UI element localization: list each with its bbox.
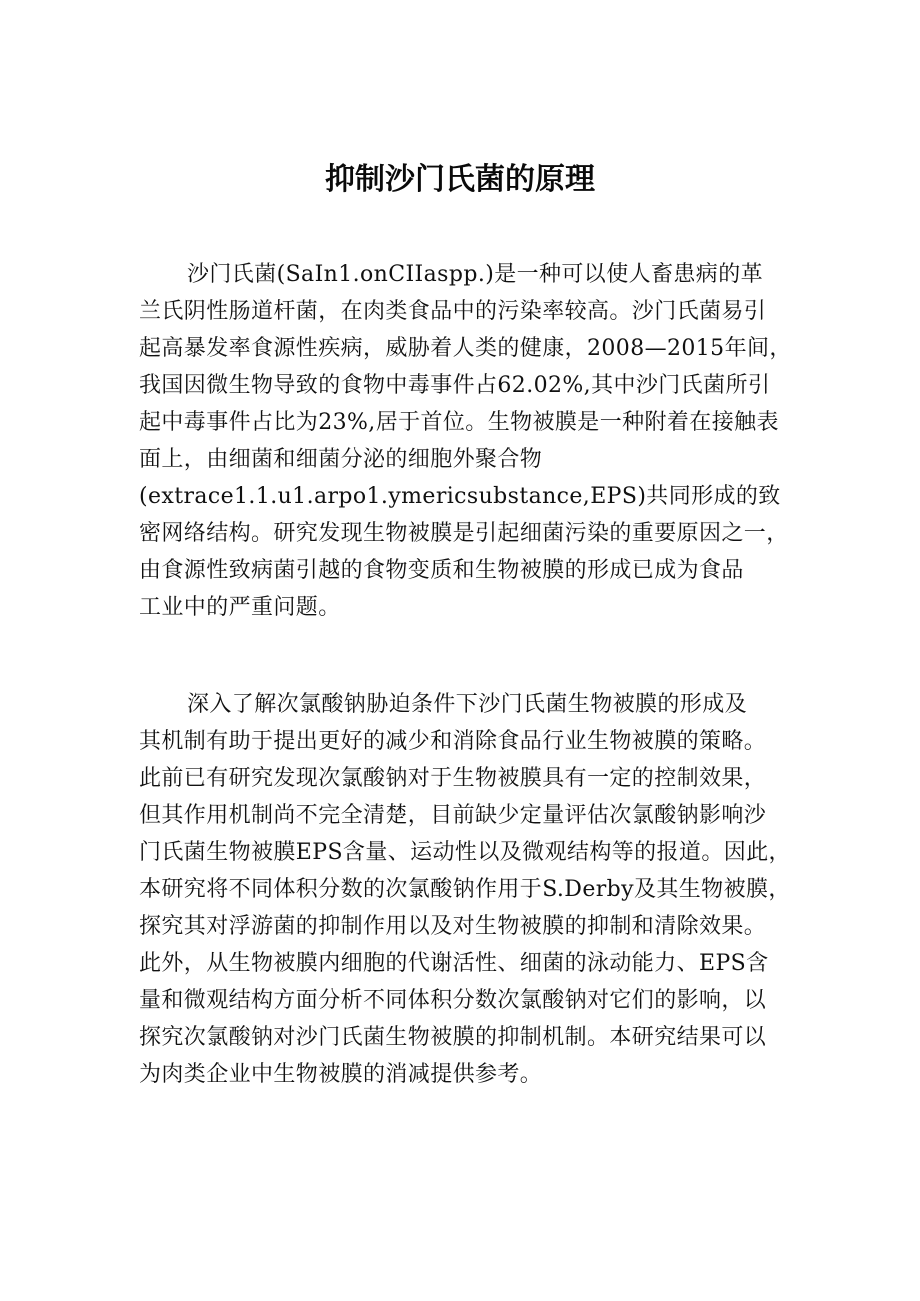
paragraph-line: 此外，从生物被膜内细胞的代谢活性、细菌的泳动能力、EPS含 [139, 951, 769, 976]
paragraph-line: 量和微观结构方面分析不同体积分数次氯酸钠对它们的影响，以 [139, 988, 767, 1013]
paragraph-line: 探究其对浮游菌的抑制作用以及对生物被膜的抑制和清除效果。 [139, 914, 767, 939]
paragraph-line: 起高暴发率食源性疾病，威胁着人类的健康，2008—2015年间， [139, 336, 792, 361]
paragraph-1 [139, 256, 799, 626]
paragraph-line: 深入了解次氯酸钠胁迫条件下沙门氏菌生物被膜的形成及 [187, 692, 748, 717]
paragraph-2 [139, 686, 799, 1093]
document-title: 抑制沙门氏菌的原理 [325, 162, 595, 197]
paragraph-line: 沙门氏菌(SaIn1.onCIIaspp.)是一种可以使人畜患病的革 [187, 262, 763, 287]
paragraph-line: 我国因微生物导致的食物中毒事件占62.02%,其中沙门氏菌所引 [139, 373, 771, 398]
paragraph-line: 门氏菌生物被膜EPS含量、运动性以及微观结构等的报道。因此， [139, 840, 791, 865]
paragraph-line: 起中毒事件占比为23%,居于首位。生物被膜是一种附着在接触表 [139, 410, 779, 435]
paragraph-line: 密网络结构。研究发现生物被膜是引起细菌污染的重要原因之一， [139, 521, 789, 546]
paragraph-line: 工业中的严重问题。 [139, 595, 341, 620]
paragraph-line: 但其作用机制尚不完全清楚，目前缺少定量评估次氯酸钠影响沙 [139, 803, 767, 828]
paragraph-line: 兰氏阴性肠道杆菌，在肉类食品中的污染率较高。沙门氏菌易引 [139, 299, 767, 324]
paragraph-line: 面上，由细菌和细菌分泌的细胞外聚合物 [139, 447, 543, 472]
paragraph-line: 由食源性致病菌引越的食物变质和生物被膜的形成已成为食品 [139, 558, 744, 583]
paragraph-line: 其机制有助于提出更好的减少和消除食品行业生物被膜的策略。 [139, 729, 767, 754]
paragraph-line: 此前已有研究发现次氯酸钠对于生物被膜具有一定的控制效果， [139, 766, 767, 791]
paragraph-line: (extrace1.1.u1.arpo1.ymericsubstance,EPS)共同形成的致 [139, 484, 781, 509]
paragraph-line: 为肉类企业中生物被膜的消减提供参考。 [139, 1062, 543, 1087]
paragraph-line: 探究次氯酸钠对沙门氏菌生物被膜的抑制机制。本研究结果可以 [139, 1025, 767, 1050]
paragraph-line: 本研究将不同体积分数的次氯酸钠作用于S.Derby及其生物被膜， [139, 877, 791, 902]
